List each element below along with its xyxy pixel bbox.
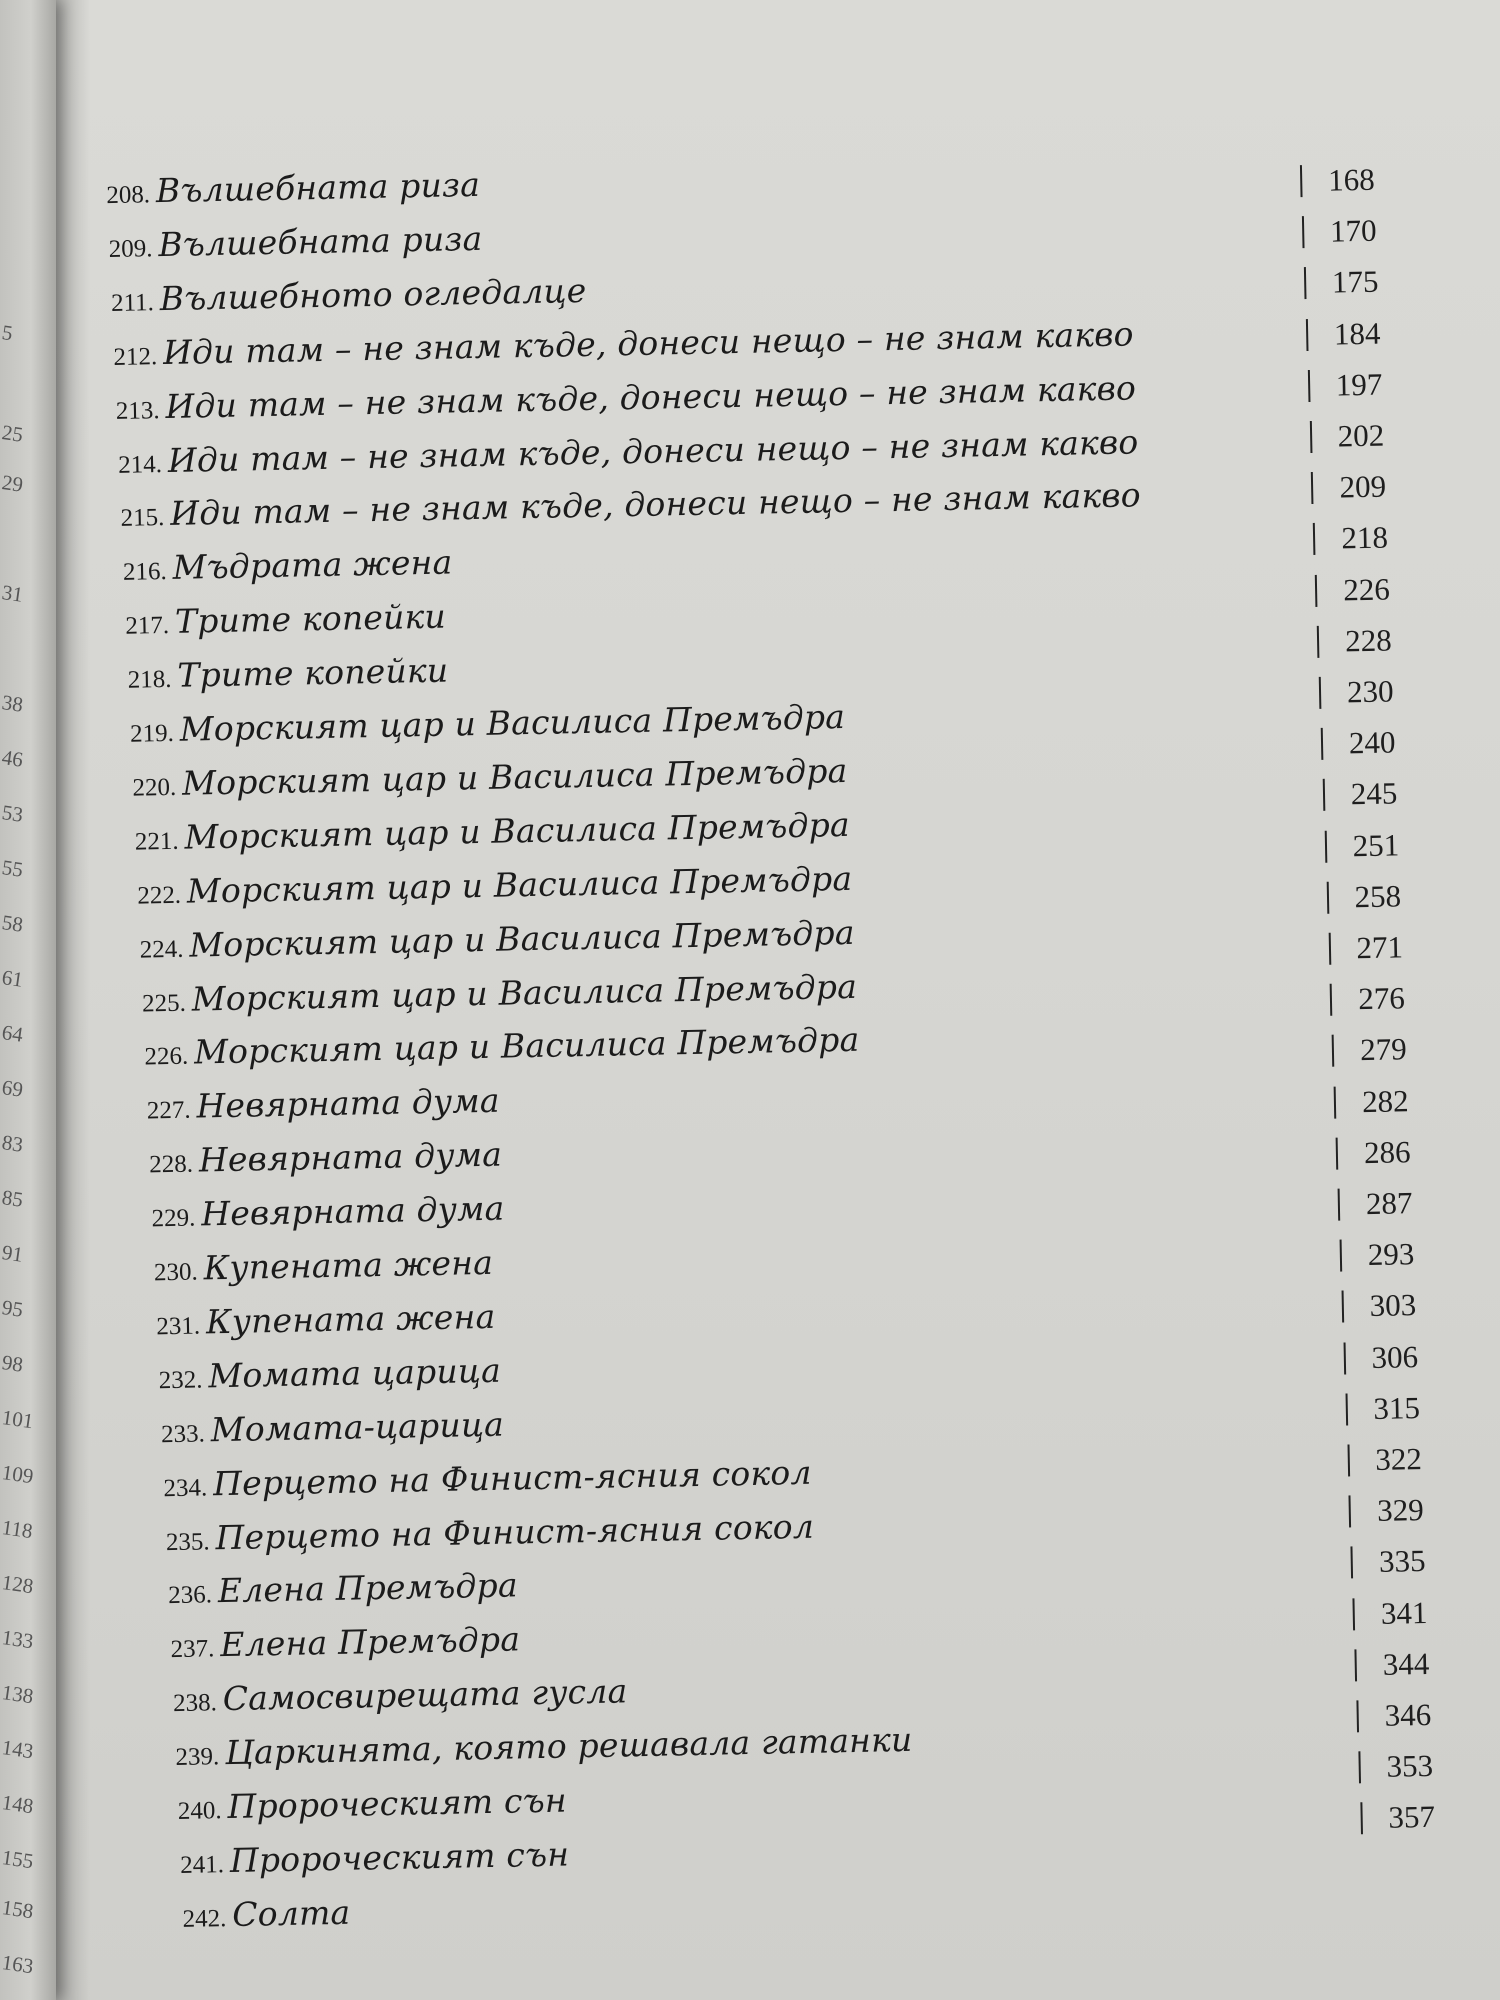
entry-title: Иди там – не знам къде, донеси нещо – не знам какво [169, 475, 1142, 534]
separator-bar [1309, 421, 1312, 453]
toc-entry [180, 1834, 570, 1891]
toc-entry [177, 1781, 567, 1838]
toc-entry [170, 1620, 520, 1677]
page-number: 276 [1358, 980, 1406, 1017]
left-page-number: 91 [0, 1240, 25, 1267]
left-page-number: 118 [0, 1515, 35, 1544]
page-number: 329 [1376, 1492, 1424, 1529]
entry-title: Морският цар и Василиса Премъдра [188, 912, 855, 965]
left-page-number: 148 [0, 1790, 35, 1819]
separator-bar [1324, 830, 1327, 862]
page-number: 353 [1386, 1748, 1434, 1784]
entry-number: 224. [139, 935, 184, 964]
separator-bar [1332, 1035, 1335, 1067]
page-number-column [1296, 0, 1500, 1977]
entry-number: 217. [125, 612, 170, 640]
entry-title: Трите копейки [174, 596, 447, 642]
toc-entry [132, 751, 848, 815]
toc-entry [165, 1506, 814, 1568]
entry-number: 231. [156, 1312, 201, 1341]
separator-bar [1306, 319, 1309, 351]
toc-entry [168, 1566, 518, 1623]
toc-entry [158, 1351, 501, 1408]
page-number: 293 [1367, 1236, 1415, 1273]
entry-number: 232. [158, 1366, 203, 1395]
left-page-number: 25 [0, 420, 25, 447]
entry-title: Солта [231, 1892, 351, 1934]
page-number: 357 [1388, 1799, 1436, 1836]
toc-entry [173, 1672, 628, 1731]
entry-title: Морският цар и Василиса Премъдра [193, 1020, 860, 1072]
entry-number: 214. [117, 450, 163, 479]
separator-bar [1336, 1137, 1339, 1169]
entry-number: 211. [110, 288, 155, 317]
left-page-number: 133 [0, 1625, 35, 1654]
page-number-row [1338, 1185, 1413, 1226]
left-page-number: 98 [0, 1350, 25, 1377]
separator-bar [1330, 984, 1333, 1016]
entry-title: Вълшебната риза [155, 164, 481, 211]
entry-title: Царкинята, която решавала гатанки [224, 1719, 913, 1773]
left-page-number: 95 [0, 1295, 25, 1322]
page-number-row [1304, 264, 1379, 305]
page-number: 287 [1365, 1185, 1413, 1222]
left-page-number: 5 [0, 320, 15, 346]
separator-bar [1304, 267, 1307, 299]
page-number-row [1324, 827, 1399, 868]
separator-bar [1302, 216, 1305, 248]
page-number: 251 [1352, 826, 1400, 863]
entry-title: Трите копейки [177, 650, 449, 695]
entry-number: 239. [175, 1743, 220, 1772]
entry-title: Морският цар и Василиса Премъдра [186, 858, 853, 911]
entry-number: 242. [182, 1904, 227, 1933]
toc-entry [149, 1135, 503, 1192]
page-number-row [1306, 315, 1381, 356]
separator-bar [1355, 1649, 1358, 1681]
separator-bar [1356, 1700, 1359, 1732]
page-number-row [1349, 1492, 1424, 1533]
entry-title: Самосвирещата гусла [222, 1671, 628, 1719]
entry-number: 237. [170, 1635, 215, 1664]
entry-number: 222. [137, 881, 182, 910]
page-number-row [1334, 1083, 1409, 1124]
page-number: 322 [1374, 1441, 1423, 1477]
left-page-number: 155 [0, 1845, 35, 1874]
left-page-number: 83 [0, 1130, 25, 1157]
toc-entry [106, 165, 481, 222]
toc-entry [123, 543, 453, 599]
entry-title: Иди там – не знам къде, донеси нещо – не знам какво [165, 367, 1137, 426]
page-number-row [1302, 213, 1377, 254]
page-number-row [1328, 929, 1403, 970]
entry-number: 208. [106, 181, 151, 210]
separator-bar [1315, 574, 1318, 606]
entry-number: 241. [179, 1851, 225, 1879]
entry-title: Иди там – не знам къде, донеси нещо – не знам какво [162, 314, 1134, 372]
page-number: 240 [1348, 724, 1396, 761]
entry-number: 219. [129, 719, 175, 748]
entry-title: Вълшебната риза [157, 218, 483, 264]
left-page-number: 38 [0, 690, 25, 717]
page-number-row [1330, 980, 1405, 1021]
page-number: 245 [1350, 775, 1398, 812]
page-number: 218 [1341, 519, 1389, 556]
separator-bar [1307, 370, 1310, 402]
entry-title: Невярната дума [200, 1188, 505, 1234]
left-page-number: 58 [0, 910, 25, 937]
page-number: 168 [1327, 161, 1376, 198]
entry-title: Купената жена [203, 1242, 494, 1288]
left-page-number: 158 [0, 1895, 35, 1924]
separator-bar [1358, 1751, 1361, 1783]
page-number: 344 [1382, 1645, 1430, 1682]
entry-title: Елена Премъдра [217, 1565, 519, 1611]
separator-bar [1313, 523, 1316, 555]
entry-title: Невярната дума [198, 1134, 503, 1180]
page-number-row [1321, 725, 1396, 766]
toc-entry [127, 651, 449, 707]
toc-entry [182, 1893, 351, 1946]
page-number-row [1341, 1288, 1416, 1329]
entry-title: Пророческият сън [229, 1834, 570, 1880]
left-page-number: 64 [0, 1020, 25, 1047]
page-number: 286 [1363, 1134, 1411, 1170]
page-number-row [1360, 1799, 1435, 1840]
page-number: 346 [1384, 1696, 1432, 1733]
separator-bar [1319, 677, 1322, 709]
entry-number: 213. [115, 396, 160, 425]
entry-title: Морският цар и Василиса Премъдра [181, 750, 848, 803]
separator-bar [1349, 1496, 1352, 1528]
page-number-row [1356, 1697, 1431, 1738]
entry-title: Елена Премъдра [219, 1619, 521, 1665]
page-number-row [1343, 1339, 1418, 1380]
left-page-number: 85 [0, 1185, 25, 1212]
toc-entry [130, 697, 846, 761]
entry-title: Морският цар и Василиса Премъдра [191, 966, 858, 1019]
separator-bar [1347, 1444, 1350, 1476]
page-number-row [1317, 622, 1392, 663]
page-number: 226 [1342, 571, 1391, 607]
entry-number: 227. [146, 1096, 191, 1125]
left-page-number: 53 [0, 800, 25, 827]
separator-bar [1300, 165, 1303, 197]
page-number: 209 [1339, 468, 1387, 505]
entry-number: 226. [144, 1043, 189, 1071]
toc-entry [139, 912, 855, 976]
separator-bar [1343, 1342, 1346, 1374]
left-page-number: 46 [0, 745, 25, 772]
left-page-number: 61 [0, 965, 25, 992]
entry-number: 221. [134, 827, 179, 856]
entry-number: 230. [153, 1258, 198, 1287]
page-number: 335 [1378, 1543, 1426, 1580]
entry-number: 216. [122, 558, 167, 587]
page-number: 197 [1335, 366, 1383, 403]
toc-entry [151, 1189, 505, 1246]
page-number-row [1322, 776, 1397, 817]
separator-bar [1360, 1803, 1363, 1835]
page-number: 279 [1359, 1031, 1408, 1068]
separator-bar [1321, 728, 1324, 760]
page-number-row [1351, 1543, 1426, 1584]
entry-number: 228. [148, 1150, 194, 1179]
entry-number: 233. [160, 1420, 206, 1448]
entry-title: Невярната дума [196, 1080, 501, 1126]
separator-bar [1317, 626, 1320, 658]
toc-entry [156, 1297, 496, 1354]
separator-bar [1328, 933, 1331, 965]
toc-entry [154, 1243, 494, 1300]
toc-entry [111, 271, 587, 330]
entry-title: Морският цар и Василиса Премъдра [184, 804, 851, 857]
page-number-row [1309, 418, 1384, 459]
page-number-row [1353, 1595, 1428, 1636]
page-number: 175 [1331, 264, 1379, 300]
page-number-row [1326, 878, 1401, 919]
entry-title: Иди там – не знам къде, донеси нещо – не знам какво [167, 421, 1139, 480]
entry-number: 209. [108, 235, 153, 263]
entry-number: 238. [172, 1689, 218, 1718]
toc-entry [175, 1720, 913, 1784]
toc-entry [137, 859, 853, 923]
entry-title: Момата-царица [210, 1404, 505, 1449]
toc-entry [163, 1452, 812, 1514]
entry-number: 236. [168, 1581, 213, 1610]
left-page-number: 69 [0, 1075, 25, 1102]
entry-number: 212. [113, 342, 158, 371]
separator-bar [1339, 1240, 1342, 1272]
entry-number: 229. [151, 1204, 196, 1233]
page-number: 202 [1337, 417, 1385, 454]
page-number-row [1354, 1646, 1429, 1687]
entry-title: Перцето на Финист-ясния сокол [215, 1506, 815, 1557]
entry-number: 235. [165, 1527, 210, 1556]
page-number: 170 [1329, 212, 1377, 249]
entry-number: 220. [132, 773, 177, 802]
separator-bar [1311, 472, 1314, 504]
toc-entry [142, 966, 858, 1030]
left-page-number: 55 [0, 855, 25, 882]
page-number: 230 [1346, 673, 1394, 710]
page-number-row [1332, 1032, 1407, 1073]
toc-entry [134, 805, 850, 869]
entry-title: Момата царица [208, 1350, 502, 1396]
separator-bar [1326, 882, 1329, 914]
page-number-row [1345, 1390, 1420, 1431]
page-number: 341 [1380, 1594, 1428, 1631]
page-number: 271 [1356, 929, 1404, 966]
separator-bar [1345, 1393, 1348, 1425]
page-number: 184 [1333, 315, 1381, 352]
toc-entry [161, 1404, 505, 1461]
toc-entry [125, 597, 447, 653]
page-number-row [1319, 673, 1394, 714]
page-number-row [1307, 366, 1382, 407]
left-page-number: 143 [0, 1735, 35, 1764]
left-page-number: 109 [0, 1460, 35, 1489]
toc-entry [108, 219, 483, 276]
left-page-number: 138 [0, 1680, 35, 1709]
separator-bar [1351, 1547, 1354, 1579]
entry-title: Вълшебното огледалце [159, 270, 587, 318]
separator-bar [1353, 1598, 1356, 1630]
entry-title: Пророческият сън [227, 1780, 568, 1827]
entry-title: Морският цар и Василиса Премъдра [179, 696, 846, 749]
toc-entry [146, 1081, 500, 1138]
page-number: 303 [1369, 1287, 1417, 1324]
page-number: 282 [1361, 1082, 1409, 1119]
left-page-number: 101 [0, 1405, 35, 1434]
page-number: 258 [1354, 878, 1402, 915]
page-number: 315 [1373, 1389, 1421, 1426]
page-number-row [1300, 162, 1375, 203]
page-number: 228 [1344, 622, 1392, 659]
separator-bar [1323, 779, 1326, 811]
entry-title: Перцето на Финист-ясния сокол [212, 1452, 812, 1503]
entry-title: Купената жена [205, 1296, 496, 1342]
left-page-number: 29 [0, 470, 25, 497]
page-number-row [1315, 571, 1390, 612]
page-number-row [1311, 469, 1386, 510]
page-number-row [1313, 520, 1388, 561]
entry-number: 218. [127, 666, 172, 694]
separator-bar [1341, 1291, 1344, 1323]
page-number-row [1358, 1748, 1433, 1789]
entry-number: 234. [163, 1473, 208, 1502]
left-page-number: 128 [0, 1570, 35, 1599]
separator-bar [1338, 1189, 1341, 1221]
entry-number: 225. [141, 989, 187, 1018]
entry-number: 215. [120, 504, 165, 533]
page-number-row [1336, 1134, 1411, 1175]
toc-entry [144, 1020, 860, 1084]
entry-number: 240. [177, 1797, 222, 1825]
left-page-number: 31 [0, 580, 25, 607]
entry-title: Мъдрата жена [172, 542, 453, 588]
left-page-number: 163 [0, 1950, 35, 1979]
page-number-row [1339, 1236, 1414, 1277]
separator-bar [1334, 1086, 1337, 1118]
page-number-row [1347, 1441, 1422, 1482]
page-number: 306 [1371, 1338, 1419, 1375]
